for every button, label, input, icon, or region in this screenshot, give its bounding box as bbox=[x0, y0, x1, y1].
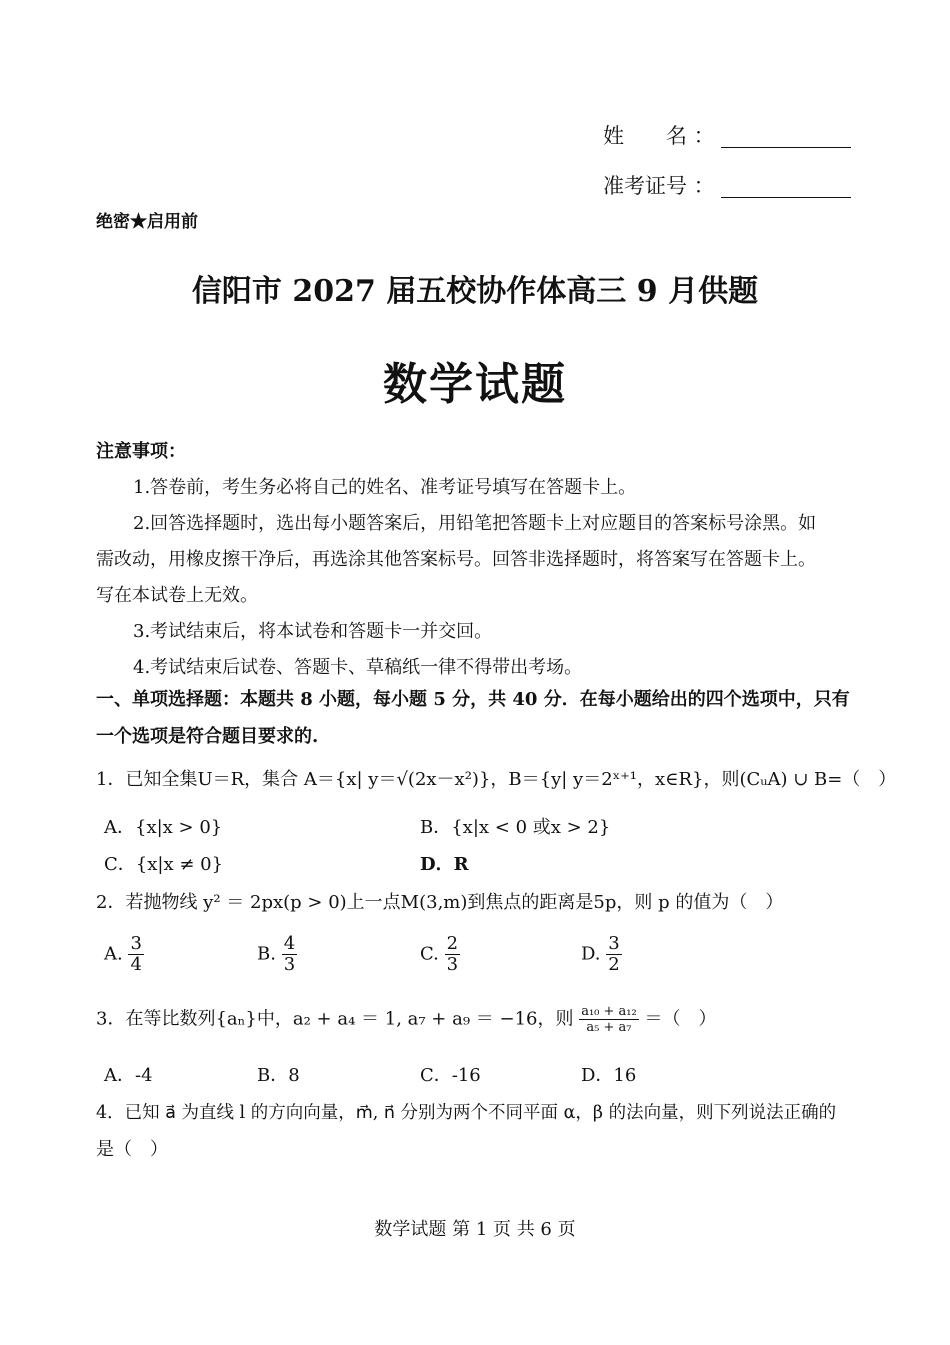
denominator: 3 bbox=[283, 954, 296, 975]
q3-option-a: A．-4 bbox=[104, 1065, 153, 1086]
notice-item: 写在本试卷上无效。 bbox=[96, 585, 258, 606]
q3-option-c: C．-16 bbox=[420, 1065, 481, 1086]
q2-option-c bbox=[420, 934, 460, 975]
q2-option-b bbox=[257, 934, 297, 975]
name-blank[interactable] bbox=[721, 127, 851, 148]
q1-option-b: B．{x|x < 0 或x > 2} bbox=[420, 817, 611, 838]
denominator: a₅ + a₇ bbox=[586, 1020, 632, 1035]
q1-option-a: A．{x|x > 0} bbox=[104, 817, 223, 838]
notice-item: 4.考试结束后试卷、答题卡、草稿纸一律不得带出考场。 bbox=[133, 657, 583, 678]
numerator: 3 bbox=[130, 933, 142, 954]
notice-item: 3.考试结束后，将本试卷和答题卡一并交回。 bbox=[133, 621, 493, 642]
option-label: C. bbox=[420, 943, 439, 965]
fraction bbox=[445, 934, 460, 975]
page-footer: 数学试题 第 1 页 共 6 页 bbox=[374, 1219, 576, 1240]
option-label: B. bbox=[257, 943, 276, 965]
denominator: 2 bbox=[608, 954, 620, 975]
q2-option-a bbox=[104, 934, 144, 975]
option-label: D. bbox=[581, 943, 601, 965]
denominator: 3 bbox=[446, 954, 459, 975]
q3-stem-tail: ＝（ ） bbox=[644, 1008, 717, 1030]
secret-mark: 绝密★启用前 bbox=[96, 212, 198, 232]
fraction bbox=[128, 934, 143, 975]
fraction bbox=[606, 934, 621, 975]
q3-stem-text: 3．在等比数列{aₙ}中，a₂ + a₄ ＝ 1, a₇ + a₉ ＝ −16，则 bbox=[96, 1008, 574, 1030]
fraction bbox=[282, 934, 297, 975]
q3-option-d: D．16 bbox=[581, 1065, 637, 1086]
question-2-stem: 2．若抛物线 y² ＝ 2px(p > 0)上一点M(3,m)到焦点的距离是5p，则 p 的值为（ ） bbox=[96, 892, 784, 913]
question-1-stem: 1．已知全集U＝R，集合 A＝{x| y＝√(2x－x²)}，B＝{y| y＝2ˣ⁺¹，x∈R}，则(CᵤA) ∪ B=（ ） bbox=[96, 769, 897, 790]
question-3-stem bbox=[96, 1004, 716, 1035]
numerator: a₁₀ + a₁₂ bbox=[581, 1004, 637, 1019]
section-heading: 一、单项选择题：本题共 8 小题，每小题 5 分，共 40 分．在每小题给出的四个选项中，只有 bbox=[96, 689, 850, 710]
q1-option-c: C．{x|x ≠ 0} bbox=[104, 854, 224, 875]
exam-id-field bbox=[603, 174, 851, 198]
numerator: 3 bbox=[608, 933, 620, 954]
numerator: 4 bbox=[283, 933, 296, 954]
notice-item: 需改动，用橡皮擦干净后，再选涂其他答案标号。回答非选择题时，将答案写在答题卡上。 bbox=[96, 549, 816, 570]
question-4-stem: 4．已知 a⃗ 为直线 l 的方向向量，m⃗, n⃗ 分别为两个不同平面 α，β 的法向量，则下列说法正确的 bbox=[96, 1103, 837, 1123]
exam-id-blank[interactable] bbox=[721, 177, 851, 198]
question-4-stem-cont: 是（ ） bbox=[96, 1139, 168, 1160]
q2-option-d bbox=[581, 934, 622, 975]
numerator: 2 bbox=[446, 933, 459, 954]
notice-item: 1.答卷前，考生务必将自己的姓名、准考证号填写在答题卡上。 bbox=[133, 477, 637, 498]
denominator: 4 bbox=[130, 954, 142, 975]
exam-id-label: 准考证号 ： bbox=[603, 174, 715, 198]
subject-title: 数学试题 bbox=[383, 359, 567, 410]
notice-heading: 注意事项： bbox=[96, 441, 186, 462]
q3-fraction bbox=[579, 1004, 639, 1035]
q1-option-d: D．R bbox=[420, 854, 469, 875]
notice-item: 2.回答选择题时，选出每小题答案后，用铅笔把答题卡上对应题目的答案标号涂黑。如 bbox=[133, 513, 817, 534]
name-field bbox=[603, 124, 851, 148]
exam-title: 信阳市 2027 届五校协作体高三 9 月供题 bbox=[191, 274, 759, 309]
option-label: A. bbox=[104, 943, 123, 965]
section-heading-cont: 一个选项是符合题目要求的. bbox=[96, 726, 319, 747]
q3-option-b: B．8 bbox=[257, 1065, 300, 1086]
name-label: 姓 名 ： bbox=[603, 124, 715, 148]
